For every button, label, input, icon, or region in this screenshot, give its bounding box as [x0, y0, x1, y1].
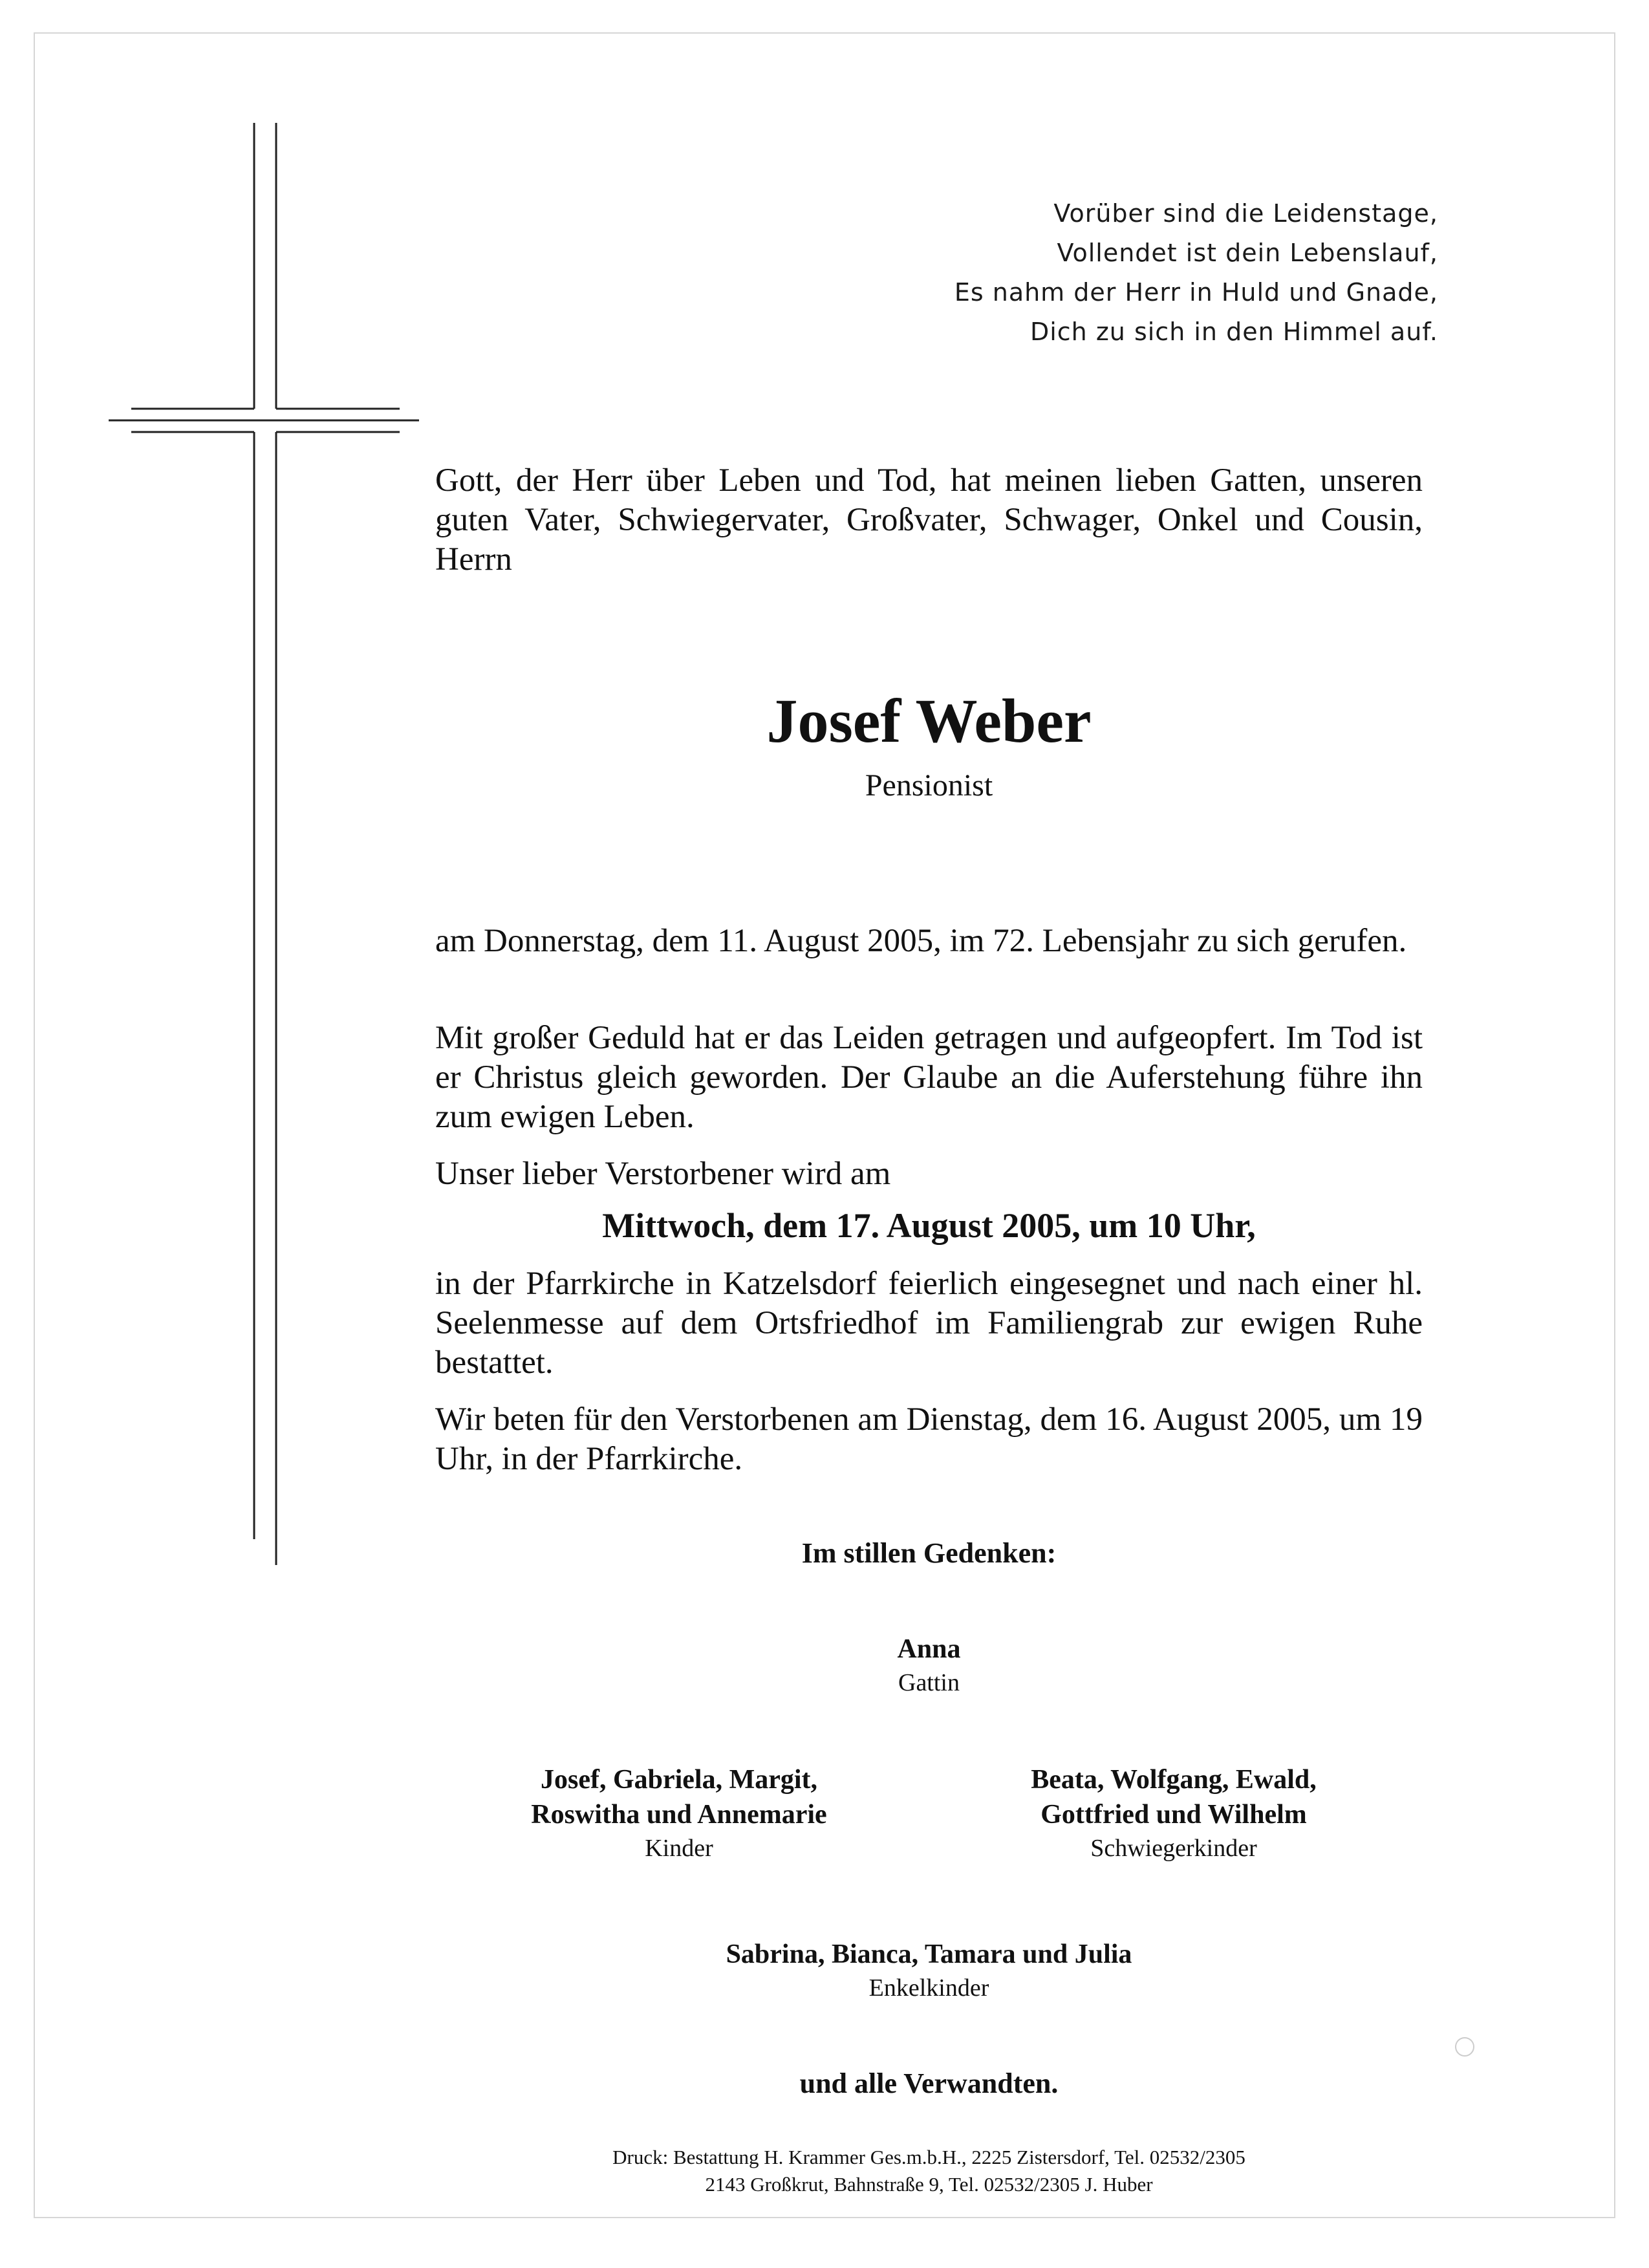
punch-hole [1455, 2037, 1474, 2057]
children-names-line2: Roswitha und Annemarie [531, 1800, 827, 1830]
death-notice: am Donnerstag, dem 11. August 2005, im 72. Lebensjahr zu sich gerufen. [435, 923, 1407, 959]
poem-line: Vollendet ist dein Lebenslauf, [1057, 239, 1438, 267]
printer-footer [435, 2144, 1423, 2198]
poem-line: Es nahm der Herr in Huld und Gnade, [954, 278, 1438, 307]
mourner-widow [435, 1632, 1423, 1699]
burial-paragraph: in der Pfarrkirche in Katzelsdorf feierlich eingesegnet und nach einer hl. Seelenmesse auf dem Ortsfriedhof im Familiengrab zur ewigen Ruhe bestattet. [435, 1266, 1423, 1381]
deceased-name: Josef Weber [766, 686, 1092, 755]
cross-icon [109, 123, 419, 1565]
announce-line: Unser lieber Verstorbener wird am [435, 1156, 891, 1192]
mourner-inlaws [947, 1762, 1400, 1864]
intro-paragraph: Gott, der Herr über Leben und Tod, hat meinen lieben Gatten, unseren guten Vater, Schwiegervater, Großvater, Schwager, Onkel und Cousin, Herrn [435, 462, 1423, 578]
funeral-date: Mittwoch, dem 17. August 2005, um 10 Uhr, [602, 1206, 1256, 1245]
inlaws-names-line2: Gottfried und Wilhelm [1040, 1800, 1307, 1830]
poem-line: Vorüber sind die Leidenstage, [1053, 199, 1438, 228]
poem-line: Dich zu sich in den Himmel auf. [1029, 318, 1438, 346]
relatives-line: und alle Verwandten. [799, 2068, 1059, 2099]
printer-line1: Druck: Bestattung H. Krammer Ges.m.b.H., 2225 Zistersdorf, Tel. 02532/2305 [612, 2146, 1245, 2168]
mourning-heading: Im stillen Gedenken: [801, 1537, 1057, 1569]
widow-name: Anna [897, 1634, 961, 1664]
mourner-grandchildren [435, 1937, 1423, 2004]
patience-paragraph: Mit großer Geduld hat er das Leiden getragen und aufgeopfert. Im Tod ist er Christus gleich geworden. Der Glaube an die Auferstehung führe ihn zum ewigen Leben. [435, 1020, 1423, 1135]
printer-line2: 2143 Großkrut, Bahnstraße 9, Tel. 02532/2305 J. Huber [705, 2173, 1153, 2196]
grandchildren-names: Sabrina, Bianca, Tamara und Julia [726, 1939, 1132, 1969]
deceased-occupation: Pensionist [865, 768, 993, 803]
mourner-children [453, 1762, 905, 1864]
inlaws-role: Schwiegerkinder [1090, 1835, 1257, 1862]
children-names-line1: Josef, Gabriela, Margit, [540, 1765, 818, 1795]
children-role: Kinder [645, 1835, 713, 1862]
inlaws-names-line1: Beata, Wolfgang, Ewald, [1031, 1765, 1317, 1795]
widow-role: Gattin [898, 1669, 960, 1696]
grandchildren-role: Enkelkinder [868, 1974, 989, 2002]
prayer-paragraph: Wir beten für den Verstorbenen am Dienstag, dem 16. August 2005, um 19 Uhr, in der Pfarrkirche. [435, 1401, 1423, 1477]
poem [954, 194, 1438, 352]
